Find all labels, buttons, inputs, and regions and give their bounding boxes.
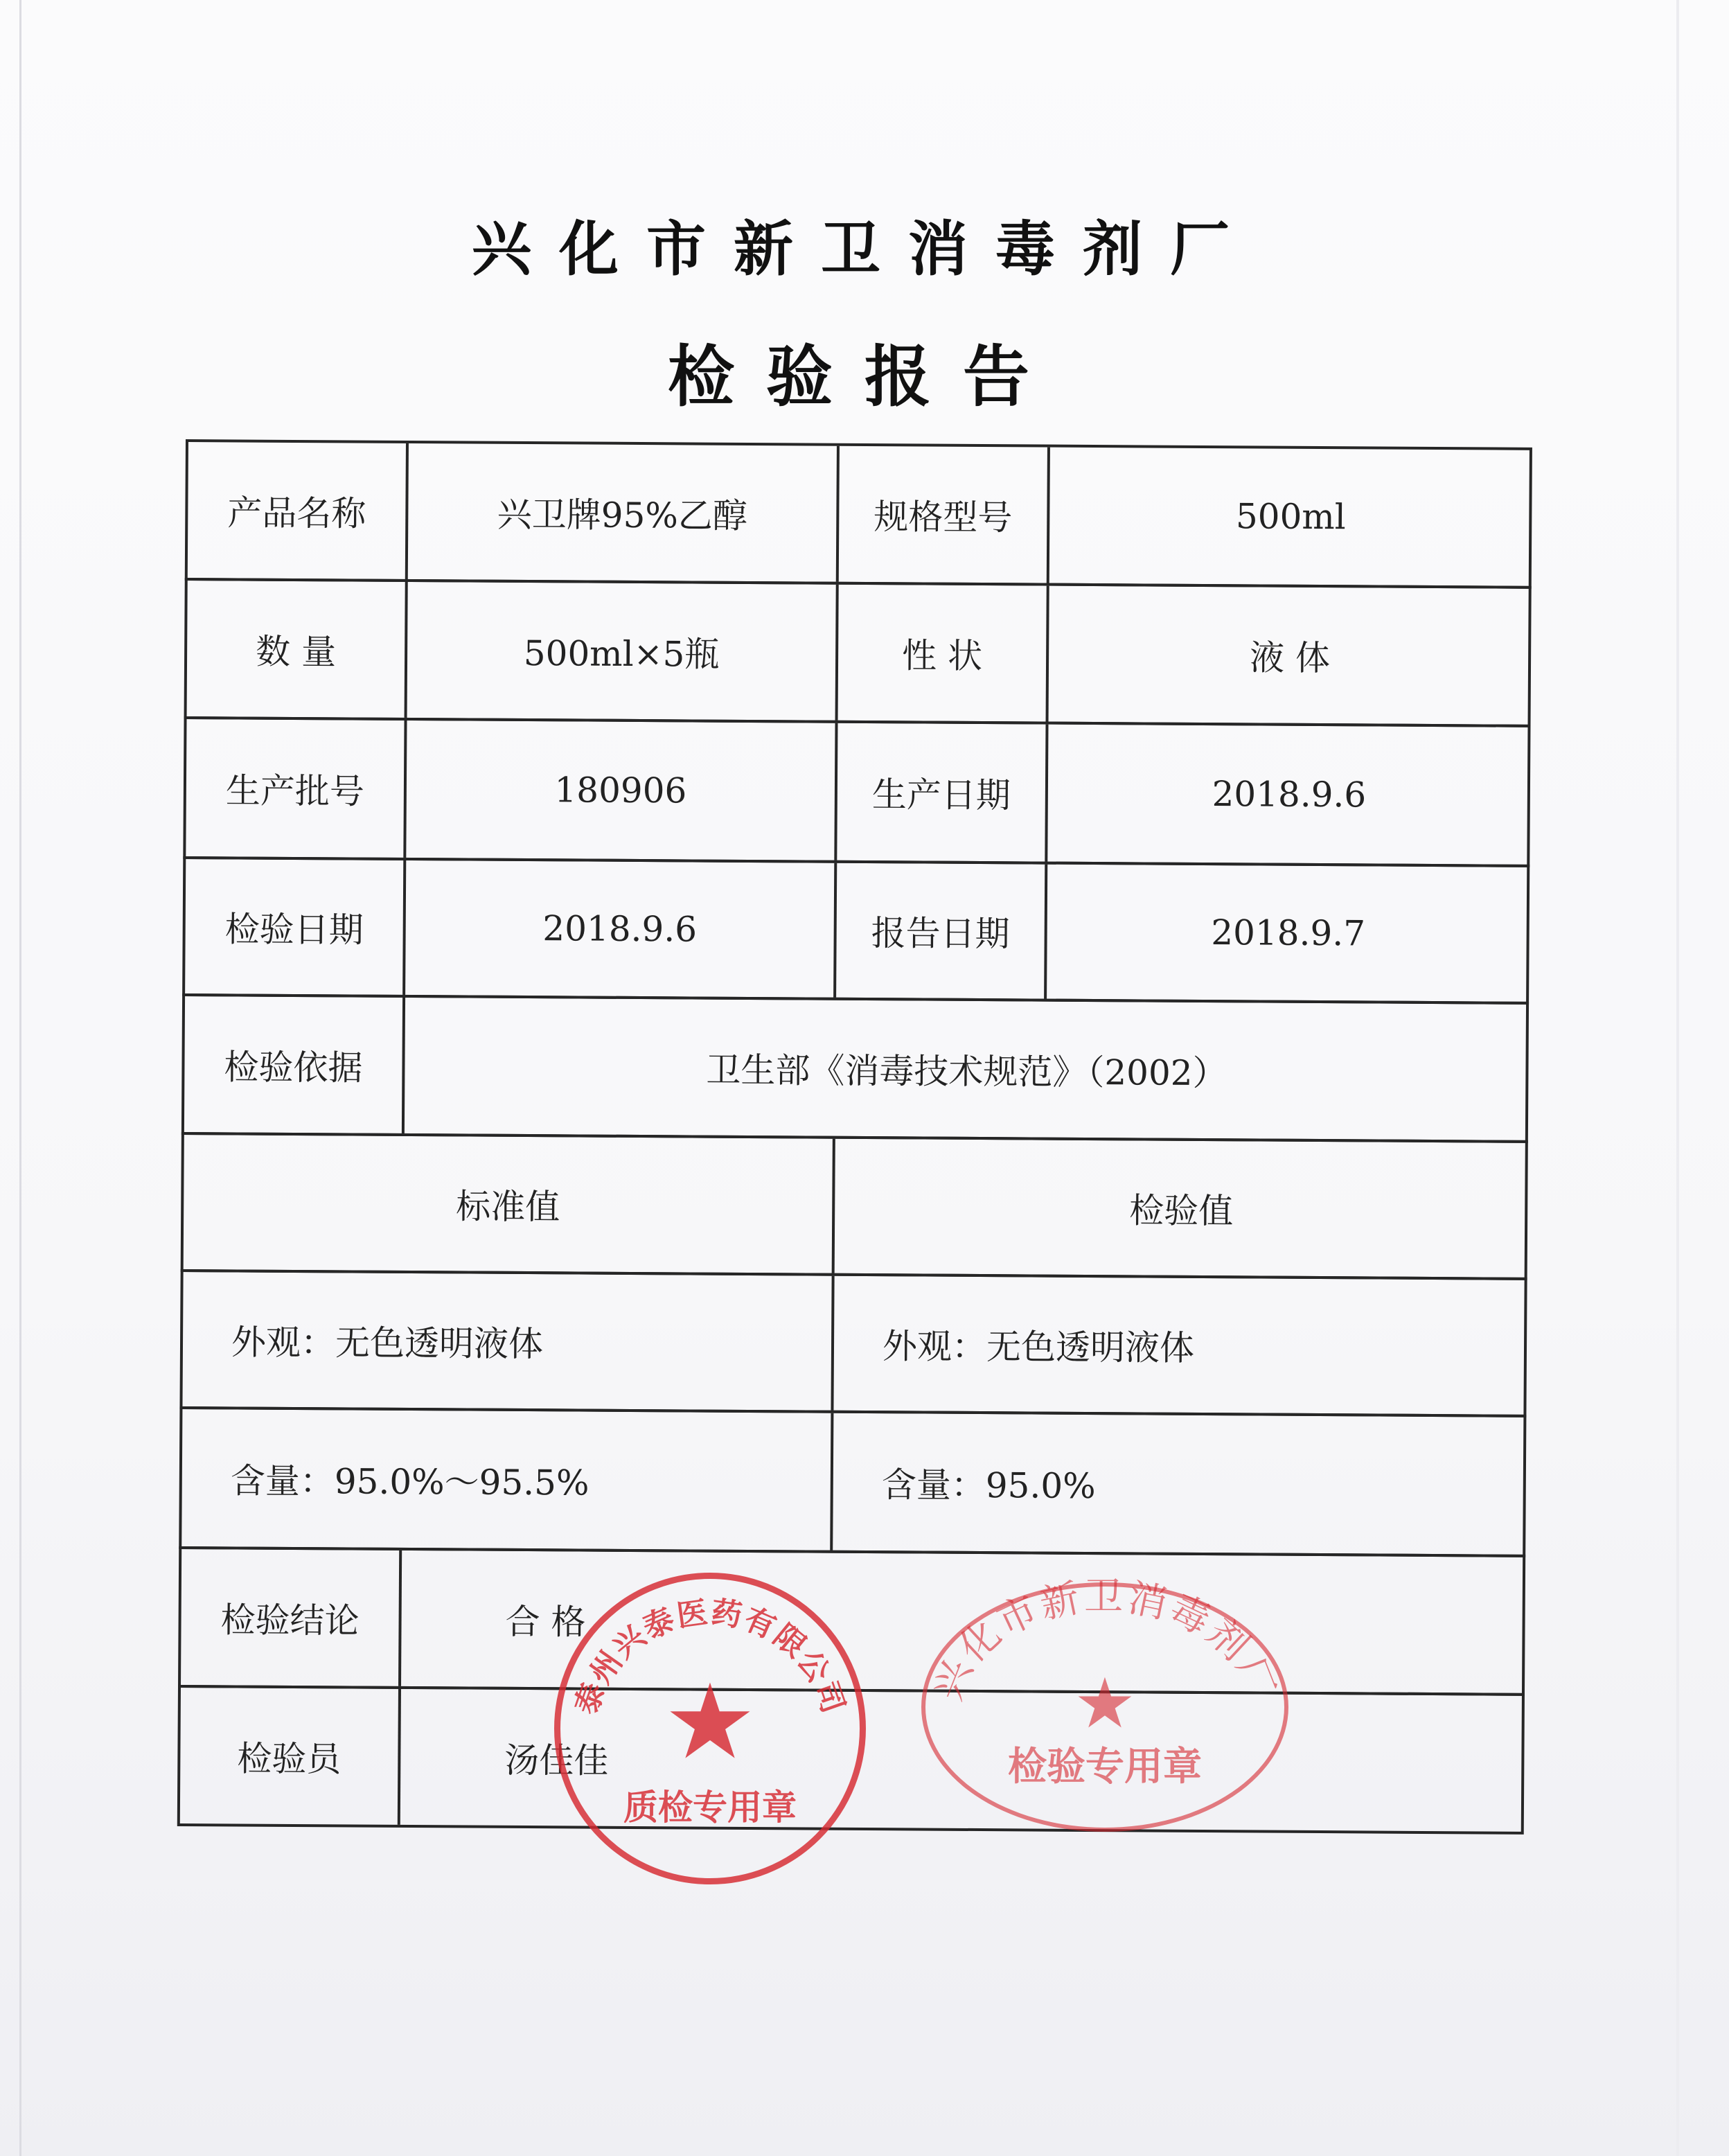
- test-date-label: 检验日期: [224, 909, 364, 951]
- product-name-label: 产品名称: [227, 493, 366, 534]
- spec-value: 500ml: [1047, 448, 1532, 586]
- conclusion-label: 检验结论: [220, 1600, 360, 1641]
- report-date-value: 2018.9.7: [1044, 865, 1530, 1002]
- table-row: [184, 578, 1532, 727]
- measured-value-header: 检验值: [832, 1139, 1528, 1278]
- paper-edge-line: [19, 0, 21, 2156]
- inspection-seal: [921, 1574, 1288, 1832]
- test-date-value: 2018.9.6: [402, 860, 834, 998]
- property-value: 液 体: [1046, 586, 1532, 725]
- spec-label: 规格型号: [836, 446, 1047, 583]
- paper-fold-line: [1676, 0, 1679, 2156]
- quantity-label: 数 量: [255, 631, 337, 673]
- table-row: [181, 1132, 1528, 1280]
- seal-purpose: 检验专用章: [1008, 1744, 1202, 1790]
- appearance-standard: 外观：无色透明液体: [231, 1322, 544, 1365]
- seal-company-name: 泰州兴泰医药有限公司: [569, 1594, 851, 1720]
- production-date-value: 2018.9.6: [1045, 725, 1530, 865]
- content-measured: 含量：95.0%: [830, 1413, 1526, 1555]
- standard-value-header: 标准值: [456, 1186, 560, 1228]
- seal-factory-name: 兴化市新卫消毒剂厂: [925, 1574, 1284, 1707]
- report-title: 检验报告: [668, 338, 1061, 416]
- inspector-name: 汤佳佳: [398, 1689, 1525, 1832]
- table-row: [185, 439, 1532, 589]
- inspector-label: 检验员: [237, 1738, 342, 1780]
- table-row: [179, 1269, 1527, 1417]
- table-row: [182, 856, 1530, 1005]
- star-icon: ★: [1074, 1663, 1136, 1744]
- content-standard: 含量：95.0%～95.5%: [230, 1460, 589, 1503]
- batch-value: 180906: [403, 721, 835, 860]
- star-icon: ★: [663, 1662, 757, 1783]
- quantity-value: 500ml×5瓶: [405, 582, 836, 721]
- report-date-label: 报告日期: [833, 863, 1045, 999]
- property-label: 性 状: [835, 585, 1047, 722]
- appearance-measured: 外观：无色透明液体: [831, 1276, 1527, 1415]
- table-row: [179, 1406, 1526, 1557]
- company-title: 兴化市新卫消毒剂厂: [472, 215, 1257, 284]
- table-row: [183, 716, 1530, 867]
- conclusion-value: 合 格: [398, 1550, 1525, 1693]
- seal-purpose: 质检专用章: [623, 1787, 797, 1828]
- quality-inspection-seal: [554, 1573, 866, 1884]
- production-date-label: 生产日期: [834, 723, 1045, 862]
- product-name-value: 兴卫牌95%乙醇: [405, 443, 837, 582]
- batch-label: 生产批号: [225, 770, 365, 812]
- table-row: [181, 993, 1529, 1143]
- basis-label: 检验依据: [224, 1047, 363, 1088]
- basis-value: 卫生部《消毒技术规范》（2002）: [402, 998, 1529, 1140]
